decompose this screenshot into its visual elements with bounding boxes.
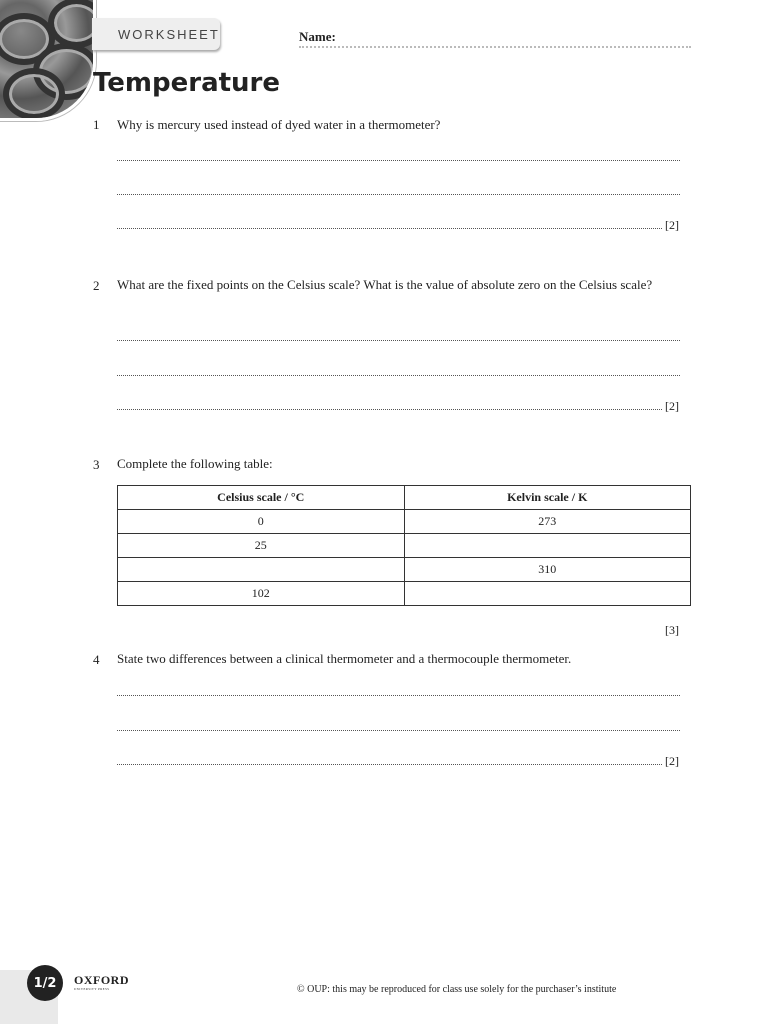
temperature-table <box>117 485 691 606</box>
table-cell-kelvin[interactable] <box>404 582 691 606</box>
question-text: Complete the following table: <box>117 456 273 471</box>
coil-shape <box>48 0 96 48</box>
question-number: 1 <box>93 117 100 132</box>
table-cell-kelvin[interactable] <box>404 534 691 558</box>
answer-line[interactable] <box>117 194 680 195</box>
coil-shape <box>3 68 65 120</box>
marks-label: [2] <box>665 218 679 232</box>
table-cell-celsius: 102 <box>118 582 405 606</box>
answer-line[interactable] <box>117 695 680 696</box>
table-row <box>118 510 691 534</box>
table-cell-kelvin: 310 <box>404 558 691 582</box>
table-row <box>118 558 691 582</box>
question-number: 2 <box>93 278 100 293</box>
answer-line[interactable] <box>117 764 662 765</box>
worksheet-tab: WORKSHEET <box>92 18 220 50</box>
table-header-celsius: Celsius scale / °C <box>118 486 405 510</box>
answer-line[interactable] <box>117 409 662 410</box>
table-row <box>118 534 691 558</box>
answer-line[interactable] <box>117 340 680 341</box>
marks-label: [2] <box>665 754 679 768</box>
table-header-kelvin: Kelvin scale / K <box>404 486 691 510</box>
question-text: Why is mercury used instead of dyed water in a thermometer? <box>117 117 441 132</box>
question-number: 3 <box>93 457 100 472</box>
table-header-row <box>118 486 691 510</box>
question-text: What are the fixed points on the Celsius scale? What is the value of absolute zero on the Celsius scale? <box>117 277 653 292</box>
marks-label: [3] <box>665 623 679 637</box>
question-number: 4 <box>93 652 100 667</box>
answer-line[interactable] <box>117 375 680 376</box>
corner-photo-coils <box>0 0 96 121</box>
page-title: Temperature <box>93 68 281 98</box>
page-number-badge: 1/2 <box>27 965 63 1001</box>
answer-line[interactable] <box>117 730 680 731</box>
question-text: State two differences between a clinical thermometer and a thermocouple thermometer. <box>117 651 572 666</box>
name-answer-line[interactable] <box>299 46 691 48</box>
table-cell-celsius[interactable] <box>118 558 405 582</box>
copyright-notice: © OUP: this may be reproduced for class use solely for the purchaser’s institute <box>297 984 617 995</box>
table-row <box>118 582 691 606</box>
name-label: Name: <box>299 29 336 44</box>
table-cell-celsius: 25 <box>118 534 405 558</box>
publisher-logo: OXFORD <box>74 973 129 987</box>
publisher-logo-subtitle: UNIVERSITY PRESS <box>74 987 110 991</box>
answer-line[interactable] <box>117 160 680 161</box>
answer-line[interactable] <box>117 228 662 229</box>
table-cell-celsius: 0 <box>118 510 405 534</box>
marks-label: [2] <box>665 399 679 413</box>
table-cell-kelvin: 273 <box>404 510 691 534</box>
